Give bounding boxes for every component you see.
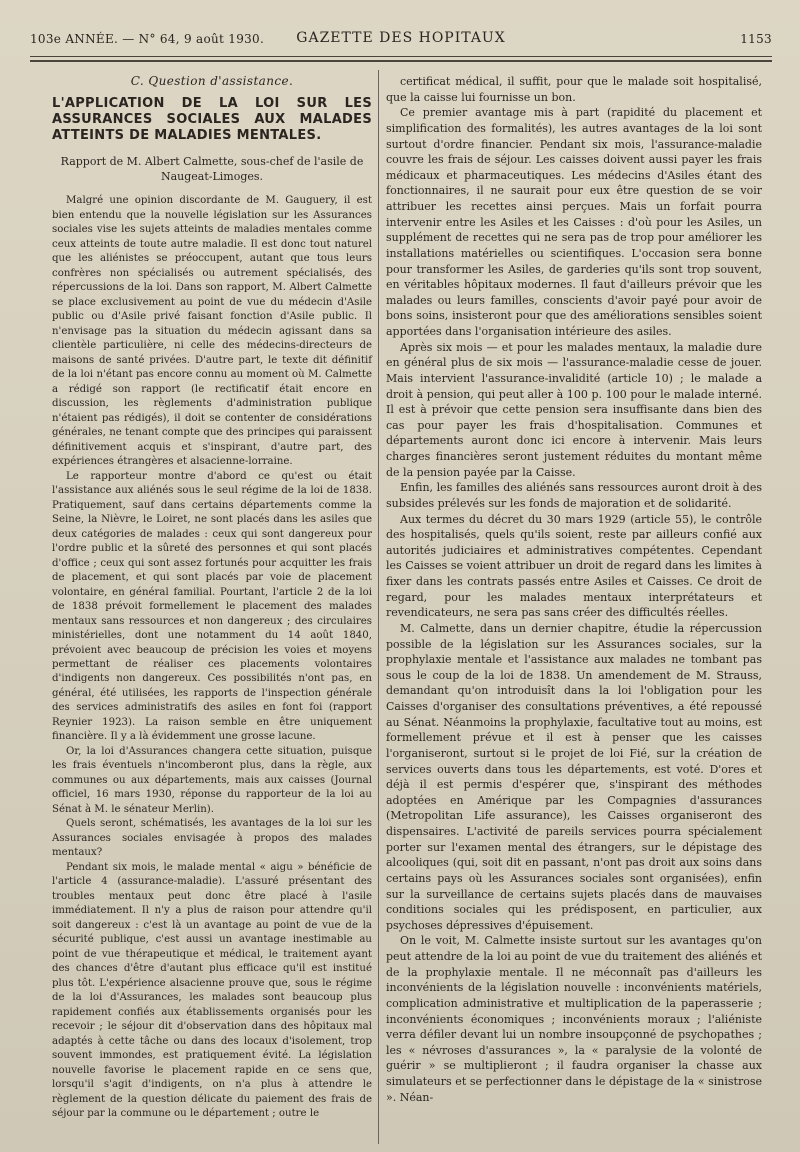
paragraph: Pendant six mois, le malade mental « aigu » bénéficie de l'article 4 (assurance-maladie). L'assuré présentant des troubles mentaux peut donc être placé à l'asile immédiatement. Il n'y a plus de raison pour attendre qu'il soit dangereux : c'est là un avantage au point de vue de la sécurité publique, c'est aussi un avantage inestimable au point de vue thérapeutique et médical, le traitement ayant des chances d'être d'autant plus efficace qu'il est institué plus tôt. L'expérience alsacienne prouve que, sous le régime de la loi d'Assurances, les malades sont beaucoup plus rapidement confiés aux établissements organisés pour les recevoir ; le séjour dit d'observation dans des hôpitaux mal adaptés à cette tâche ou dans des locaux d'isolement, trop souvent immondes, est pratiquement évité. La législation nouvelle favorise le placement rapide en ce sens que, lorsqu'il s'agit d'indigents, on n'a plus à attendre le règlement de la question délicate du paiement des frais de séjour par la commune ou le département ; outre le: [52, 861, 372, 1119]
section-heading: C. Question d'assistance.: [130, 74, 294, 88]
left-column: [52, 74, 372, 1121]
paragraph: Malgré une opinion discordante de M. Gauguery, il est bien entendu que la nouvelle législation sur les Assurances sociales vise les sujets atteints de maladies mentales comme ceux atteints de toute autre maladie. Il est donc tout naturel que les aliénistes se préoccupent, autant que tous leurs confrères non spécialisés ou autrement spécialisés, des répercussions de la loi. Dans son rapport, M. Albert Calmette se place exclusivement au point de vue du médecin d'Asile public ou d'Asile privé faisant fonction d'Asile public. Il n'envisage pas la situation du médecin agissant dans sa clientèle particulière, ni celle des médecins-directeurs de maisons de santé privées. D'autre part, le texte dit définitif de la loi n'étant pas encore connu au moment où M. Calmette a rédigé son rapport (le rectificatif était encore en discussion, les règlements d'administration publique n'étaient pas rédigés), il doit se contenter de considérations générales, ne tenant compte que des principes qui paraissent définitivement acquis et s'inspirant, d'autre part, des expériences étrangères et alsacienne-lorraine.: [52, 195, 372, 468]
paragraph: Quels seront, schématisés, les avantages de la loi sur les Assurances sociales envisagée à propos des malades mentaux?: [52, 818, 372, 859]
right-column: [386, 74, 762, 1105]
article-title: L'APPLICATION DE LA LOI SUR LES ASSURANCES SOCIALES AUX MALADES ATTEINTS DE MALADIES MENTALES.: [52, 96, 372, 144]
journal-title: GAZETTE DES HOPITAUX: [296, 30, 506, 46]
page-number: 1153: [740, 32, 772, 46]
right-body: [386, 74, 762, 1105]
paragraph: M. Calmette, dans un dernier chapitre, étudie la répercussion possible de la législation sur les Assurances sociales, sur la prophylaxie mentale et l'assistance aux malades ne tombant pas sous le coup de la loi de 1838. Un amendement de M. Strauss, demandant qu'on introduisît dans la loi l'obligation pour les Caisses d'organiser des consultations préventives, a été repoussé au Sénat. Néanmoins la prophylaxie, facultative tout au moins, est formellement prévue et il est à penser que les caisses l'organiseront, surtout si le projet de loi Fié, sur la création de services ouverts dans tous les départements, est voté. D'ores et déjà il est permis d'espérer que, s'inspirant des méthodes adoptées en Amérique par les Compagnies d'assurances (Metropolitan Life assurance), les Caisses organiseront des dispensaires. L'activité de pareils services pourra spécialement porter sur l'examen mental des étrangers, sur le dépistage des alcooliques (qui, soit dit en passant, n'ont pas droit aux soins dans certains pays où les Assurances sociales sont organisées), enfin sur la surveillance de certains sujets placés dans de mauvaises conditions sociales qui les prédisposent, en particulier, aux psychoses dépressives d'épuisement.: [386, 621, 762, 932]
left-body: [52, 194, 372, 1121]
article-byline: Rapport de M. Albert Calmette, sous-chef de l'asile de Naugeat-Limoges.: [60, 155, 364, 184]
column-divider: [378, 70, 379, 1144]
header-rule: [30, 56, 772, 57]
paragraph: Après six mois — et pour les malades mentaux, la maladie dure en général plus de six mois — l'assurance-maladie cesse de jouer. Mais intervient l'assurance-invalidité (article 10) ; le malade a droit à pension, qui peut aller à 100 p. 100 pour le malade interné. Il est à prévoir que cette pension sera insuffisante dans bien des cas pour payer les frais d'hospitalisation. Communes et départements auront donc ici encore à intervenir. Mais leurs charges financières seront justement réduites du montant même de la pension payée par la Caisse.: [386, 340, 762, 479]
header-rule-thick: [30, 60, 772, 62]
running-header: [30, 28, 772, 50]
paragraph: Le rapporteur montre d'abord ce qu'est ou était l'assistance aux aliénés sous le seul régime de la loi de 1838. Pratiquement, sauf dans certains départements comme la Seine, la Nièvre, le Loiret, ne sont placés dans les asiles que deux catégories de malades : ceux qui sont dangereux pour l'ordre public et la sûreté des personnes et qui sont placés d'office ; ceux qui sont assez fortunés pour acquitter les frais de placement, et qui sont placés par voie de placement volontaire, en général familial. Pourtant, l'article 2 de la loi de 1838 prévoit formellement le placement des malades mentaux sans ressources et non dangereux ; des circulaires ministérielles, dont une notamment du 14 août 1840, prévoient avec beaucoup de précision les voies et moyens permettant de réaliser ces placements volontaires d'indigents non dangereux. Ces possibilités n'ont pas, en général, été utilisées, les rapports de l'inspection générale des services administratifs des asiles en font foi (rapport Reynier 1923). La raison semble en être uniquement financière. Il y a là évidemment une grosse lacune.: [52, 470, 372, 743]
paragraph: Or, la loi d'Assurances changera cette situation, puisque les frais éventuels n'incomberont plus, dans la règle, aux communes ou aux départements, mais aux caisses (Journal officiel, 16 mars 1930, réponse du rapporteur de la loi au Sénat à M. le sénateur Merlin).: [52, 745, 372, 815]
paragraph: Enfin, les familles des aliénés sans ressources auront droit à des subsides prélevés sur les fonds de majoration et de solidarité.: [386, 481, 762, 510]
issue-line: 103e ANNÉE. — N° 64, 9 août 1930.: [30, 32, 265, 46]
paragraph: Aux termes du décret du 30 mars 1929 (article 55), le contrôle des hospitalisés, quels qu'ils soient, reste par ailleurs confié aux autorités judiciaires et administratives compétentes. Cependant les Caisses se voient attribuer un droit de regard dans les limites à fixer dans les contrats passés entre Asiles et Caisses. Ce droit de regard, pour les malades mentaux interprétateurs et revendicateurs, ne sera pas sans créer des difficultés réelles.: [386, 512, 762, 620]
paragraph: Ce premier avantage mis à part (rapidité du placement et simplification des formalités), les autres avantages de la loi sont surtout d'ordre financier. Pendant six mois, l'assurance-maladie couvre les frais de séjour. Les caisses doivent aussi payer les frais médicaux et pharmaceutiques. Les médecins d'Asiles étant des fonctionnaires, il ne saurait pour eux être question de se voir attribuer les recettes ainsi perçues. Mais un forfait pourra intervenir entre les Asiles et les Caisses : d'où pour les Asiles, un supplément de recettes qui ne sera pas de trop pour améliorer les installations matérielles ou scientifiques. L'occasion sera bonne pour transformer les Asiles, de garderies qu'ils sont trop souvent, en véritables hôpitaux modernes. Il faut d'ailleurs prévoir que les malades ou leurs familles, conscients d'avoir payé pour avoir de bons soins, insisteront pour que des améliorations sensibles soient apportées dans l'organisation intérieure des asiles.: [386, 106, 762, 338]
paragraph: On le voit, M. Calmette insiste surtout sur les avantages qu'on peut attendre de la loi au point de vue du traitement des aliénés et de la prophylaxie mentale. Il ne méconnaît pas d'ailleurs les inconvénients de la législation nouvelle : inconvénients matériels, complication administrative et multiplication de la paperasserie ; inconvénients économiques ; inconvénients moraux ; l'aliéniste verra défiler devant lui un nombre insoupçonné de psychopathes ; les « névroses d'assurances », la « paralysie de la volonté de guérir » se multiplieront ; il faudra organiser la chasse aux simulateurs et se perfectionner dans le dépistage de la « sinistrose ». Néan-: [386, 934, 762, 1104]
paragraph: certificat médical, il suffit, pour que le malade soit hospitalisé, que la caisse lui fournisse un bon.: [386, 75, 762, 104]
